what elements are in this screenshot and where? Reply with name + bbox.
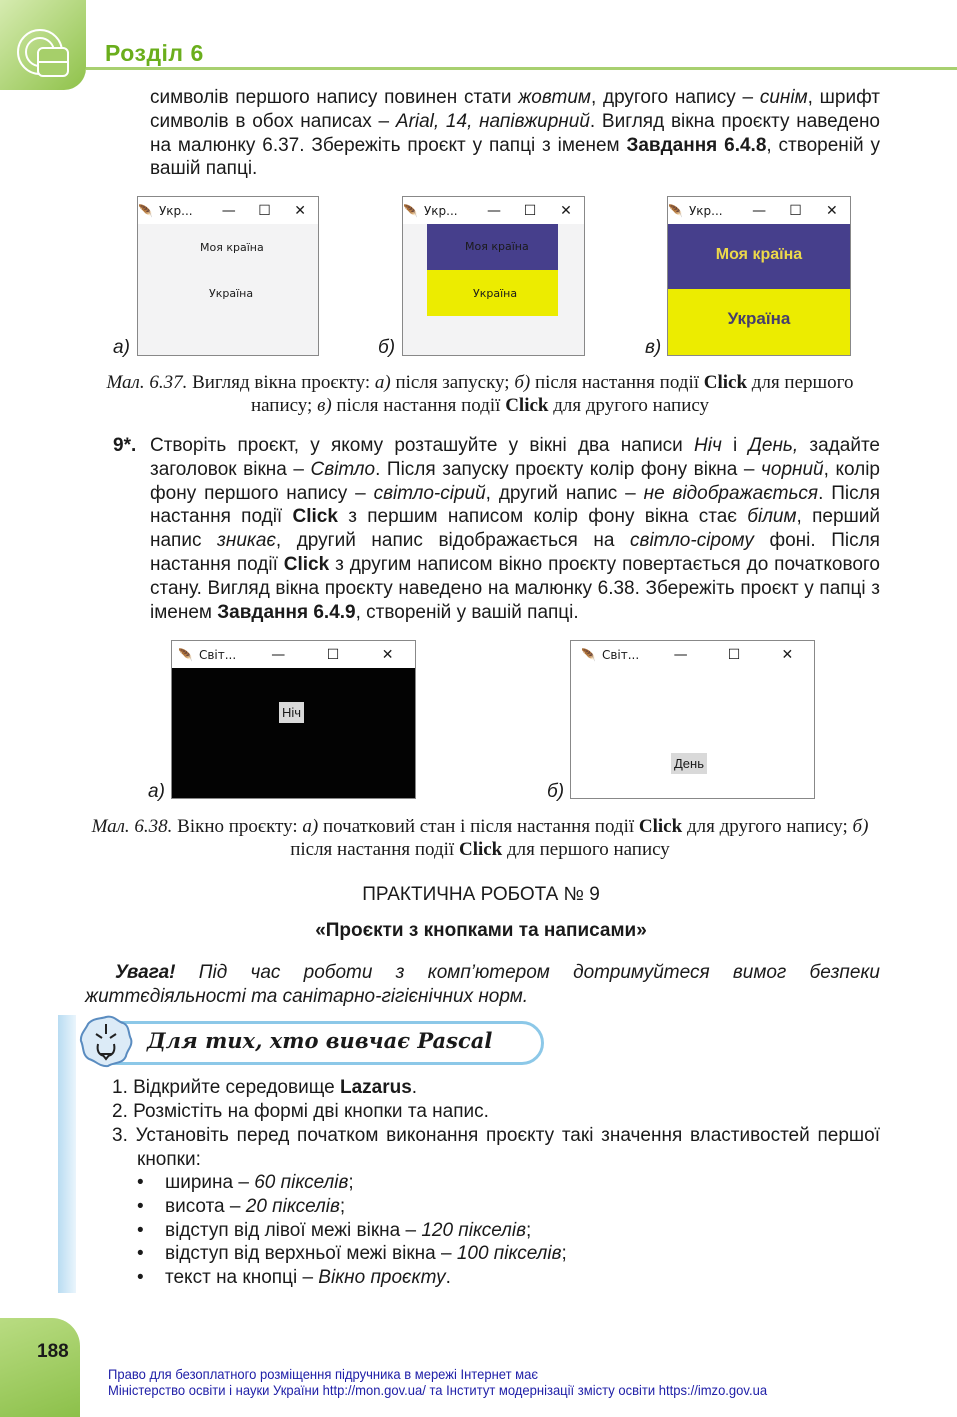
bullet-icon: •	[137, 1267, 144, 1289]
text-segment: ;	[526, 1219, 532, 1241]
bullet-icon: •	[137, 1172, 144, 1193]
text-segment: Під час роботи з комп’ютером дотримуйтеся вимог безпеки життєдіяльності та санітарно-гігієнічних норм.	[85, 962, 880, 1007]
window-fig638-a: 🪶 Світ... — ☐ ✕ Ніч	[171, 640, 416, 799]
text-segment: фоні. Після настання події	[150, 530, 880, 575]
text-segment: , другого напису –	[590, 87, 760, 108]
text-segment: Click	[292, 506, 338, 528]
text-segment: ;	[561, 1243, 567, 1265]
paragraph-intro	[150, 86, 880, 181]
text-segment: .	[445, 1267, 451, 1289]
text-segment: Створіть проєкт, у якому розташуйте у вікні два написи	[150, 435, 695, 456]
step-2	[112, 1100, 489, 1124]
text-segment: . Після настання події	[150, 482, 881, 528]
text-segment: білим	[747, 506, 797, 528]
bullet-icon: •	[137, 1195, 144, 1217]
label-ukraina: Україна	[727, 309, 791, 328]
close-icon: ✕	[825, 202, 838, 219]
task-number: 9*.	[113, 435, 137, 456]
property-item	[137, 1171, 567, 1195]
maximize-icon: ☐	[727, 646, 741, 663]
window-fig638-b: 🪶 Світ... — ☐ ✕ День	[570, 640, 815, 799]
text-segment: Arial, 14, напівжирний	[395, 110, 590, 132]
fig-label-a: а)	[113, 337, 130, 358]
footer-line-1: Право для безоплатного розміщення підручника в мережі Інтернет має	[108, 1366, 539, 1382]
text-segment: світло-сірому	[630, 530, 754, 552]
safety-warning	[85, 961, 880, 1009]
text-segment: ширина –	[165, 1172, 255, 1193]
text-segment: світло-сірий	[373, 482, 486, 504]
fig-label-c: в)	[645, 337, 662, 358]
text-segment: Вікно проєкту	[318, 1267, 446, 1289]
text-segment: з першим написом колір фону вікна стає	[337, 506, 748, 528]
text-segment: 100 пікселів	[456, 1243, 562, 1265]
practical-title: ПРАКТИЧНА РОБОТА № 9	[362, 884, 600, 905]
text-segment: відступ від лівої межі вікна –	[165, 1219, 422, 1241]
label-ukraina: Україна	[473, 287, 518, 300]
text-segment: чорний	[761, 458, 824, 480]
label-nich: Ніч	[279, 702, 304, 723]
text-segment: для першого напису	[502, 839, 670, 860]
text-segment: Click	[283, 553, 330, 575]
text-segment: Світло	[310, 458, 376, 480]
text-segment: і	[721, 435, 749, 456]
label-moya-kraina: Моя країна	[715, 246, 803, 263]
fig-label-a: а)	[148, 781, 165, 802]
text-segment: Click	[505, 395, 549, 416]
text-segment: Увага!	[115, 962, 176, 983]
fig-label-b: б)	[547, 781, 565, 802]
step-1	[112, 1076, 417, 1100]
text-segment: для другого напису;	[682, 816, 853, 837]
text-segment: 120 пікселів	[421, 1219, 527, 1241]
caption-fig637	[80, 371, 880, 417]
text-segment: синім	[759, 87, 808, 108]
maximize-icon: ☐	[326, 646, 340, 663]
text-segment: 2. Розмістіть на формі дві кнопки та напис.	[112, 1101, 489, 1122]
caption-fig638	[80, 815, 880, 861]
text-segment: Завдання 6.4.8	[626, 134, 767, 156]
text-segment: .	[411, 1077, 418, 1098]
text-segment: Click	[703, 372, 748, 393]
text-segment: Вигляд вікна проєкту:	[187, 372, 375, 393]
blue-label-bg	[427, 224, 558, 270]
disc-folder-icon	[0, 0, 86, 90]
minimize-icon: —	[271, 646, 286, 663]
text-segment: зникає	[217, 530, 276, 552]
window-fig637-b: 🪶 Укр... — ☐ ✕ Моя країна Україна	[402, 196, 585, 356]
maximize-icon: ☐	[258, 202, 271, 219]
minimize-icon: —	[752, 202, 767, 219]
text-segment: після настання події	[331, 395, 506, 416]
text-segment: висота –	[165, 1195, 246, 1217]
text-segment: після запуску;	[390, 372, 515, 393]
text-segment: Ніч	[694, 435, 722, 456]
property-list	[137, 1171, 567, 1290]
pascal-title: Для тих, хто вивчає Pascal	[147, 1028, 493, 1053]
label-moya-kraina: Моя країна	[465, 240, 529, 253]
label-ukraina: Україна	[209, 287, 254, 300]
text-segment: Вікно проєкту:	[172, 816, 303, 837]
text-segment: 3. Установіть перед початком виконання проєкту такі значення властивостей першої кнопки:	[112, 1125, 880, 1170]
text-segment: 20 пікселів	[245, 1195, 340, 1217]
text-segment: в)	[317, 395, 332, 416]
label-moya-kraina: Моя країна	[200, 241, 264, 254]
text-segment: для першого напису;	[250, 372, 854, 416]
text-segment: Мал. 6.38.	[91, 816, 173, 837]
page-number: 188	[37, 1341, 69, 1362]
text-segment: ;	[348, 1172, 354, 1193]
text-segment: , другий напис відображається на	[275, 530, 631, 552]
text-segment: . Вигляд вікна проєкту наведено на малюнку 6.37. Збережіть проєкт у папці з іменем	[150, 110, 881, 156]
close-icon: ✕	[560, 202, 572, 219]
practical-subtitle: «Проєкти з кнопками та написами»	[315, 920, 647, 941]
text-segment: а)	[374, 372, 391, 393]
text-segment: текст на кнопці –	[165, 1267, 319, 1289]
close-icon: ✕	[781, 646, 794, 663]
fig-label-b: б)	[378, 337, 396, 358]
lion-icon	[78, 1014, 134, 1068]
text-segment: , створеній у вашій папці.	[355, 601, 579, 623]
text-segment: після настання події	[530, 372, 704, 393]
text-segment: 60 пікселів	[254, 1172, 349, 1193]
task-9-text	[150, 434, 880, 624]
text-segment: б)	[852, 816, 869, 837]
property-item	[137, 1242, 567, 1266]
text-segment: , створеній у вашій папці.	[150, 134, 880, 180]
minimize-icon: —	[221, 202, 236, 219]
bullet-icon: •	[137, 1219, 144, 1241]
text-segment: Завдання 6.4.9	[217, 601, 356, 623]
pascal-side-bar	[58, 1015, 76, 1293]
maximize-icon: ☐	[523, 202, 537, 219]
text-segment: після настання події	[290, 839, 459, 860]
text-segment: Lazarus	[339, 1077, 412, 1098]
text-segment: жовтим	[518, 87, 591, 108]
text-segment: День,	[748, 435, 799, 456]
text-segment: відступ від верхньої межі вікна –	[165, 1243, 457, 1265]
text-segment: не відображається	[643, 482, 819, 504]
footer-copyright	[108, 1366, 767, 1398]
text-segment: Click	[638, 816, 683, 837]
text-segment: , другий напис –	[485, 482, 644, 504]
yellow-label-bg	[668, 289, 850, 355]
text-segment: , колір фону першого напису –	[150, 458, 880, 504]
property-item	[137, 1219, 567, 1243]
text-segment: , шрифт символів в обох написах –	[150, 87, 880, 132]
close-icon: ✕	[381, 646, 394, 663]
minimize-icon: —	[673, 646, 688, 663]
yellow-label-bg	[427, 270, 558, 316]
text-segment: Click	[458, 839, 503, 860]
text-segment: з другим написом вікно проєкту повертається до початкового стану. Вигляд вікна проєкту наведено на малюнку 6.38. Збережіть проєкт у папці з іменем	[150, 553, 880, 623]
minimize-icon: —	[486, 202, 501, 219]
blue-label-bg	[668, 224, 850, 289]
text-segment: а)	[302, 816, 319, 837]
window-fig637-c: 🪶 Укр... — ☐ ✕ Моя країна Україна	[667, 196, 851, 356]
text-segment: задайте заголовок вікна –	[150, 435, 880, 480]
property-item	[137, 1266, 567, 1290]
text-segment: , перший напис	[150, 506, 880, 552]
maximize-icon: ☐	[789, 202, 802, 219]
bullet-icon: •	[137, 1243, 144, 1265]
text-segment: 1. Відкрийте середовище	[112, 1077, 340, 1098]
text-segment: . Після запуску проєкту колір фону вікна –	[375, 458, 762, 480]
text-segment: для другого напису	[548, 395, 710, 416]
text-segment: початковий стан і після настання події	[318, 816, 639, 837]
text-segment: символів першого напису повинен стати	[150, 87, 519, 108]
window-fig637-a: 🪶 Укр... — ☐ ✕ Моя країна Україна	[137, 196, 319, 356]
chapter-title: Розділ 6	[105, 40, 204, 66]
footer-line-2: Міністерство освіти і науки України http://mon.gov.ua/ та Інститут модернізації змісту освіти https://imzo.gov.ua	[108, 1382, 768, 1398]
header-divider	[86, 67, 957, 70]
page-number-block	[0, 1318, 80, 1417]
label-den: День	[671, 753, 707, 774]
close-icon: ✕	[294, 202, 307, 219]
text-segment: ;	[339, 1195, 346, 1217]
text-segment: б)	[514, 372, 531, 393]
property-item	[137, 1195, 567, 1219]
chapter-header-block	[0, 0, 86, 90]
text-segment: Мал. 6.37.	[106, 372, 188, 393]
step-3	[112, 1124, 880, 1172]
